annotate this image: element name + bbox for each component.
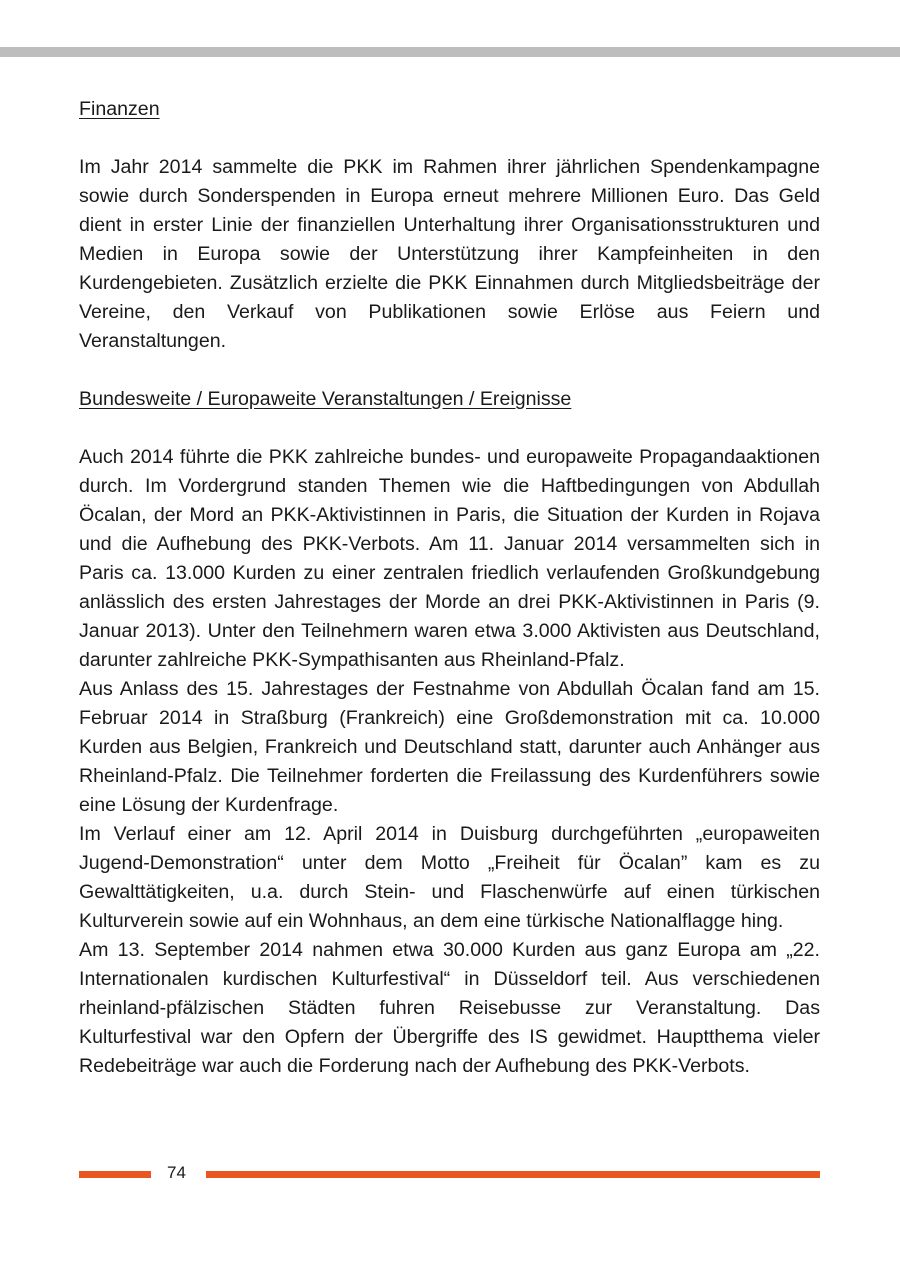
paragraph-duesseldorf: Am 13. September 2014 nahmen etwa 30.000 Kurden aus ganz Europa am „22. Internationalen kurdischen Kulturfestival“ in Düsseldorf teil. Aus verschiedenen rheinland-pfälzischen Städten fuhren Reisebusse zur Veranstaltung. Das Kulturfestival war den Opfern der Übergriffe des IS gewidmet. Hauptthema vieler Redebeiträge war auch die Forderung nach der Aufhebung des PKK-Verbots. (79, 939, 820, 1077)
spacer (79, 414, 820, 443)
footer-bar-left (79, 1171, 151, 1178)
footer-bar-right (206, 1171, 820, 1178)
paragraph-duisburg: Im Verlauf einer am 12. April 2014 in Duisburg durchgeführten „europaweiten Jugend-Demonstration“ unter dem Motto „Freiheit für Öcalan” kam es zu Gewalttätigkeiten, u.a. durch Stein- und Flaschenwürfe auf einen türkischen Kulturverein sowie auf ein Wohnhaus, an dem eine türkische Nationalflagge hing. (79, 823, 820, 932)
spacer (79, 124, 820, 153)
page-content (79, 95, 820, 1081)
top-rule (0, 47, 900, 57)
section-heading-finanzen: Finanzen (79, 98, 160, 120)
paragraph-finanzen: Im Jahr 2014 sammelte die PKK im Rahmen ihrer jährlichen Spendenkampagne sowie durch Sonderspenden in Europa erneut mehrere Millionen Euro. Das Geld dient in erster Linie der finanziellen Unterhaltung ihrer Organisationsstrukturen und Medien in Europa sowie der Unterstützung ihrer Kampfeinheiten in den Kurdengebieten. Zusätzlich erzielte die PKK Einnahmen durch Mitgliedsbeiträge der Vereine, den Verkauf von Publikationen sowie Erlöse aus Feiern und Veranstaltungen. (79, 156, 820, 352)
page-footer (79, 1163, 820, 1185)
section-heading-veranstaltungen: Bundesweite / Europaweite Veranstaltungen / Ereignisse (79, 388, 572, 410)
paragraph-propaganda: Auch 2014 führte die PKK zahlreiche bundes- und europaweite Propagandaaktionen durch. Im Vordergrund standen Themen wie die Haftbedingungen von Abdullah Öcalan, der Mord an PKK-Aktivistinnen in Paris, die Situation der Kurden in Rojava und die Aufhebung des PKK-Verbots. Am 11. Januar 2014 versammelten sich in Paris ca. 13.000 Kurden zu einer zentralen friedlich verlaufenden Großkundgebung anlässlich des ersten Jahrestages der Morde an drei PKK-Aktivistinnen in Paris (9. Januar 2013). Unter den Teilnehmern waren etwa 3.000 Aktivisten aus Deutschland, darunter zahlreiche PKK-Sympathisanten aus Rheinland-Pfalz. (79, 446, 820, 671)
spacer (79, 356, 820, 385)
paragraph-strassburg: Aus Anlass des 15. Jahrestages der Festnahme von Abdullah Öcalan fand am 15. Februar 2014 in Straßburg (Frankreich) eine Großdemonstration mit ca. 10.000 Kurden aus Belgien, Frankreich und Deutschland statt, darunter auch Anhänger aus Rheinland-Pfalz. Die Teilnehmer forderten die Freilassung des Kurdenführers sowie eine Lösung der Kurdenfrage. (79, 678, 820, 816)
page-number: 74 (167, 1163, 186, 1182)
